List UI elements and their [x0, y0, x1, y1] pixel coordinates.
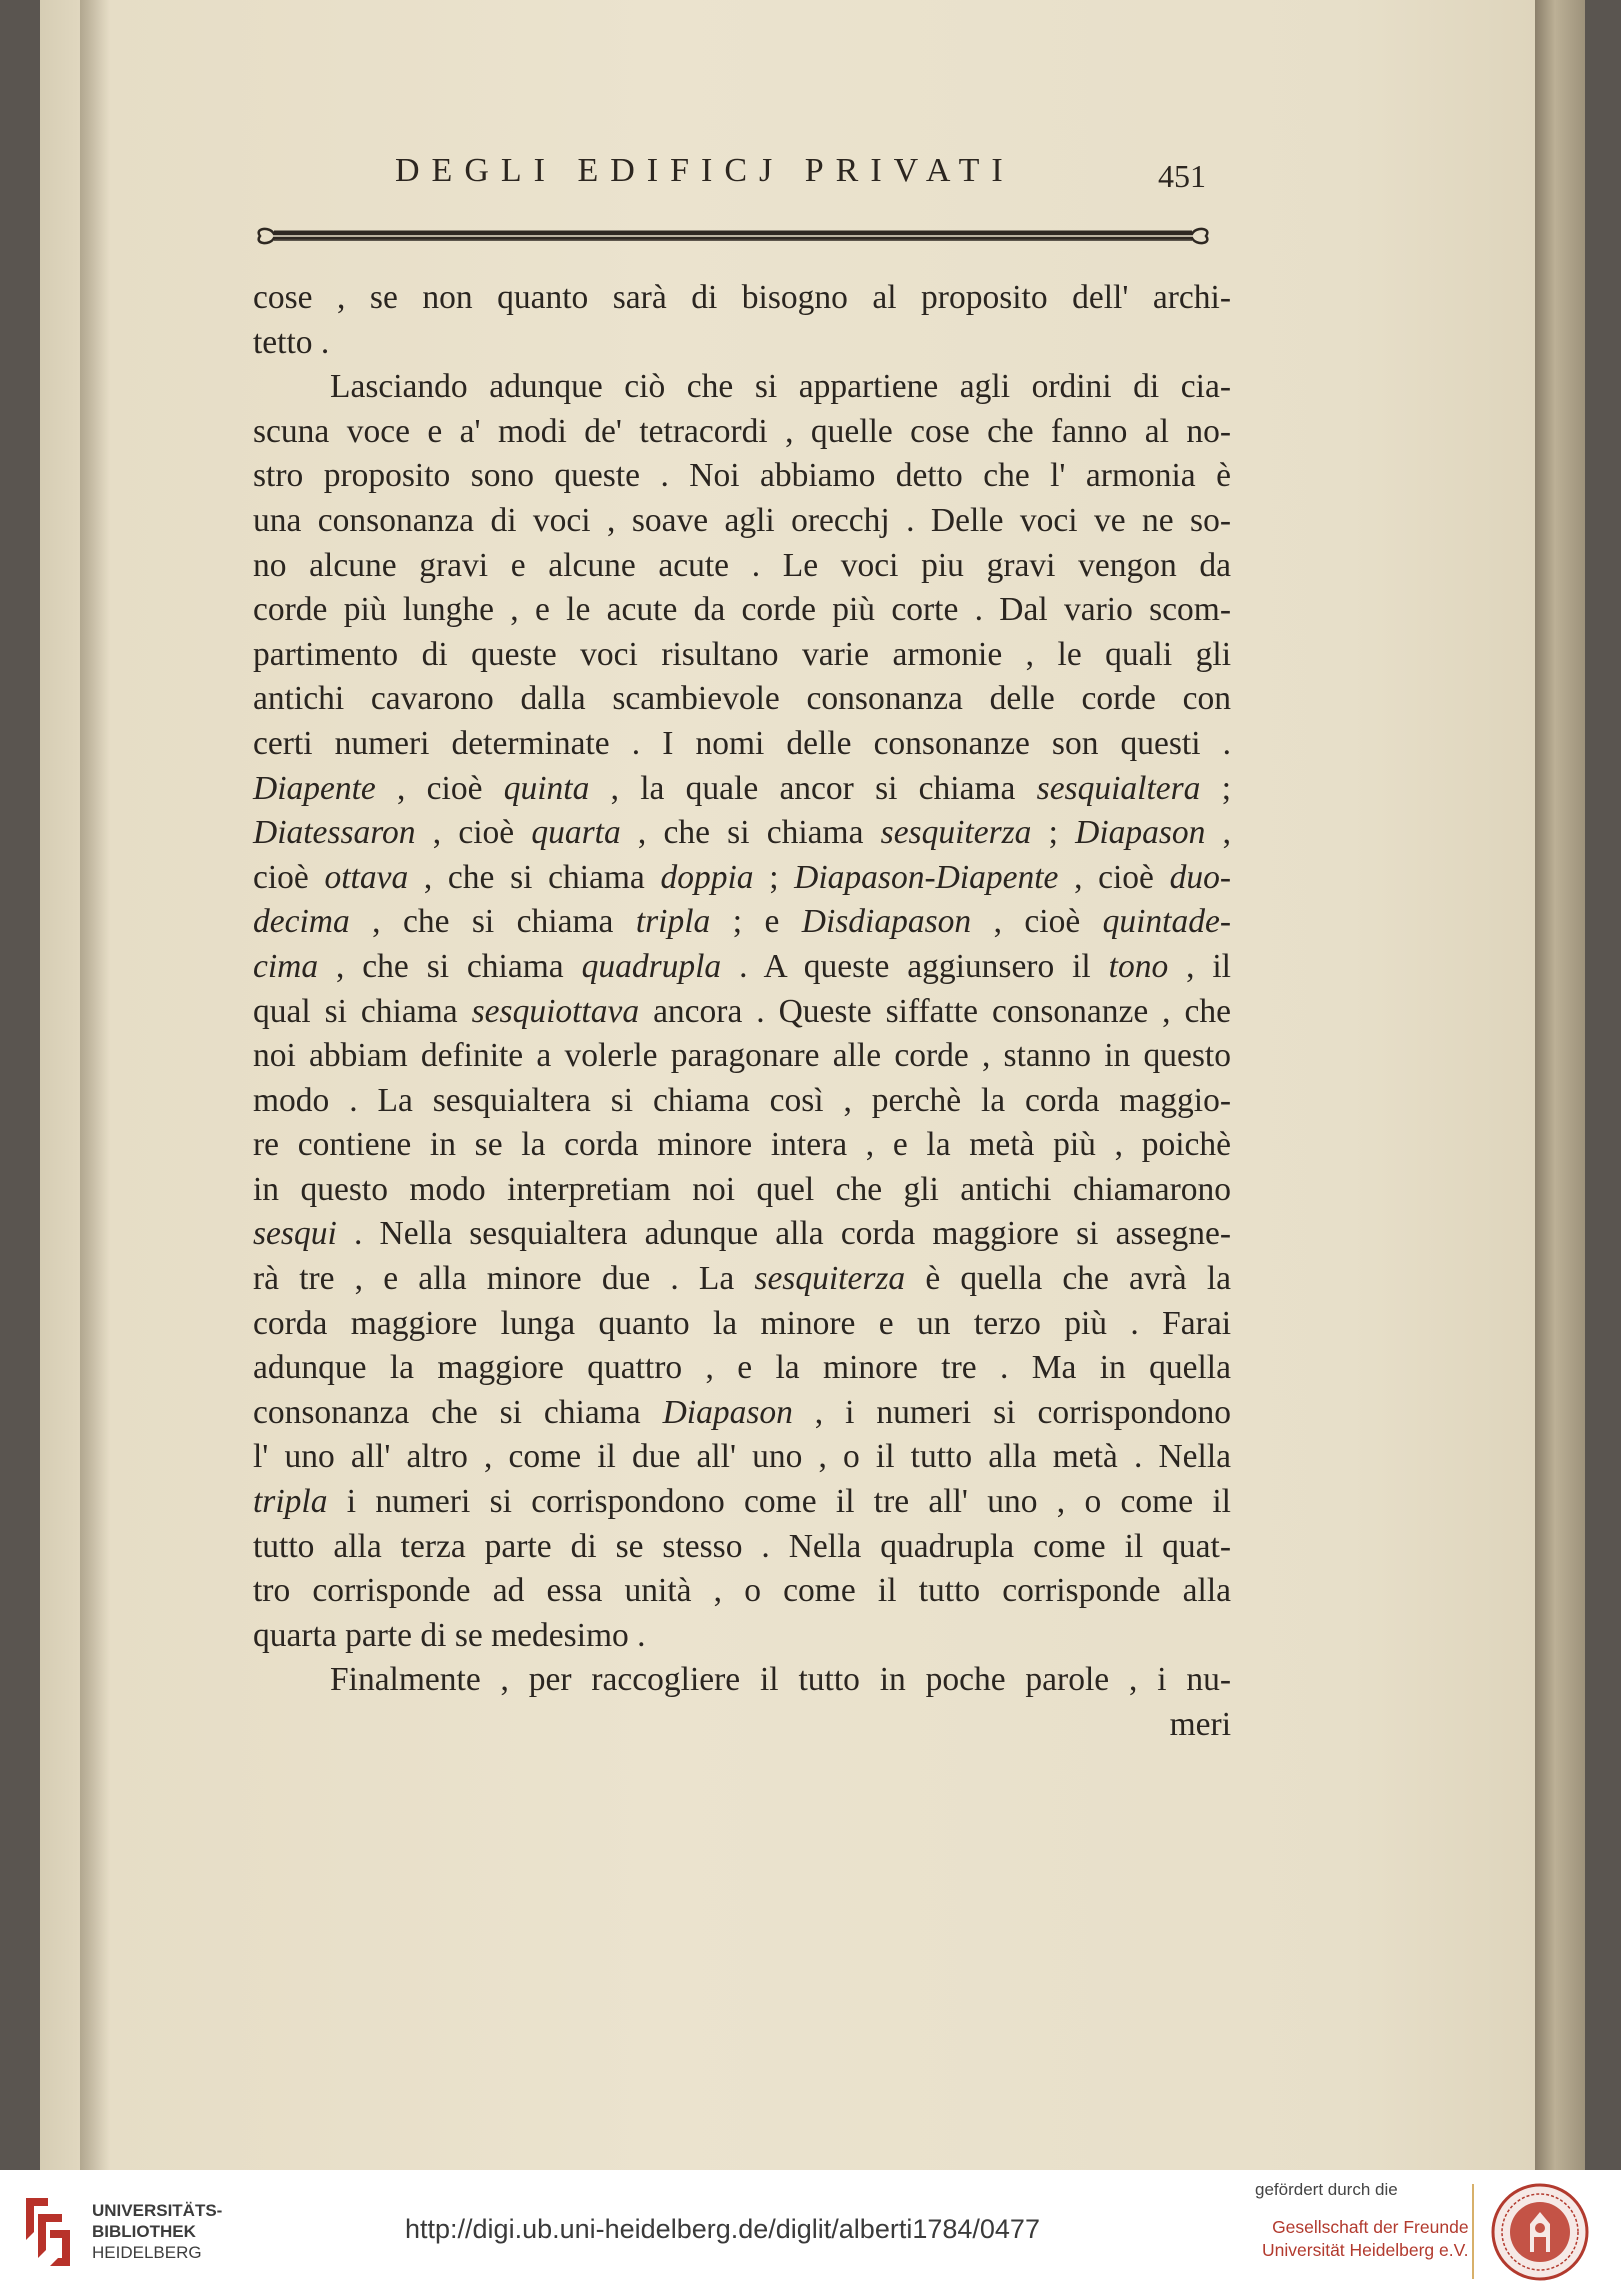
text-line — [253, 1391, 1231, 1436]
text-line — [253, 1212, 1231, 1257]
text-segment: sesquiterza — [880, 814, 1032, 852]
text-segment: tripla — [253, 1483, 328, 1521]
text-line: l' uno all' altro , come il due all' uno , o il tutto alla metà . Nella — [253, 1438, 1231, 1476]
text-segment: quinta — [503, 769, 590, 807]
text-segment: ; e — [710, 903, 802, 941]
text-segment: Diapente — [253, 769, 376, 807]
text-segment: , cioè — [971, 903, 1103, 941]
text-segment: , cioè — [1058, 858, 1170, 896]
text-segment: ; — [1200, 769, 1231, 807]
library-name-line2: BIBLIOTHEK — [92, 2222, 196, 2241]
text-segment: Diapason — [1075, 814, 1206, 852]
text-segment: Disdiapason — [801, 903, 972, 941]
text-line — [253, 945, 1231, 990]
text-line: in questo modo interpretiam noi quel che gli antichi chiamarono — [253, 1170, 1231, 1208]
text-segment: , il — [1168, 947, 1231, 985]
text-line — [253, 811, 1231, 856]
text-line: tro corrisponde ad essa unità , o come il tutto corrisponde alla — [253, 1572, 1231, 1610]
page-number: 451 — [1158, 158, 1206, 194]
text-line: certi numeri determinate . I nomi delle consonanze son questi . — [253, 724, 1231, 762]
text-line: Lasciando adunque ciò che si appartiene agli ordini di cia- — [330, 368, 1231, 406]
text-line — [253, 856, 1231, 901]
text-segment: quadrupla — [581, 947, 722, 985]
text-segment: , i numeri si corrispondono — [792, 1393, 1231, 1431]
sponsor-name-line1: Gesellschaft der Freunde — [1272, 2217, 1469, 2237]
ornament-rule — [252, 222, 1214, 250]
gutter-shadow — [80, 0, 110, 2170]
text-segment: sesquiottava — [471, 992, 640, 1030]
library-name-line1: UNIVERSITÄTS- — [92, 2201, 223, 2220]
text-line: una consonanza di voci , soave agli orecchj . Delle voci ve ne so- — [253, 501, 1231, 539]
text-segment: Diapason-Diapente — [794, 858, 1059, 896]
text-line: cose , se non quanto sarà di bisogno al proposito dell' archi- — [253, 279, 1231, 316]
book-page — [40, 0, 1585, 2170]
text-segment: doppia — [660, 858, 754, 896]
sponsor-label: gefördert durch die — [1255, 2180, 1398, 2199]
text-segment: consonanza che si chiama — [253, 1393, 663, 1431]
text-segment: , la quale ancor si chiama — [589, 769, 1037, 807]
text-segment: ottava — [324, 858, 409, 896]
text-line — [253, 1257, 1231, 1302]
text-segment: decima — [253, 903, 350, 941]
text-line: corde più lunghe , e le acute da corde più corte . Dal vario scom- — [253, 591, 1231, 629]
text-line: re contiene in se la corda minore intera , e la metà più , poichè — [253, 1126, 1231, 1164]
text-line — [253, 767, 1231, 812]
text-segment: sesquialtera — [1036, 769, 1201, 807]
text-line: partimento di queste voci risultano varie armonie , le quali gli — [253, 635, 1231, 673]
text-line — [253, 1480, 1231, 1525]
text-segment: , cioè — [415, 814, 532, 852]
text-segment: . Nella sesquialtera adunque alla corda maggiore si assegne- — [336, 1215, 1231, 1253]
sponsor-name — [1262, 2216, 1469, 2262]
text-segment: Diatessaron — [253, 814, 416, 852]
library-name-line3: HEIDELBERG — [92, 2243, 202, 2262]
footer-bar — [0, 2170, 1621, 2291]
text-line: Finalmente , per raccogliere il tutto in poche parole , i nu- — [330, 1661, 1231, 1699]
text-segment: Diapason — [662, 1393, 793, 1431]
page-edge — [1535, 0, 1585, 2170]
text-line: meri — [1169, 1706, 1231, 1743]
text-segment: , — [1205, 814, 1232, 852]
text-line: tutto alla terza parte di se stesso . Nella quadrupla come il quat- — [253, 1527, 1231, 1565]
text-line: quarta parte di se medesimo . — [253, 1616, 646, 1654]
text-line: noi abbiam definite a volerle paragonare alle corde , stanno in questo — [253, 1037, 1231, 1075]
text-line: adunque la maggiore quattro , e la minore tre . Ma in quella — [253, 1349, 1231, 1387]
text-segment: è quella che avrà la — [905, 1260, 1232, 1298]
text-segment: sesqui — [253, 1215, 337, 1253]
text-segment: tripla — [635, 903, 711, 941]
text-line: no alcune gravi e alcune acute . Le voci piu gravi vengon da — [253, 546, 1231, 584]
text-line — [253, 900, 1231, 945]
university-seal-icon — [1490, 2182, 1590, 2282]
permalink-url[interactable]: http://digi.ub.uni-heidelberg.de/diglit/alberti1784/0477 — [405, 2214, 1040, 2244]
text-segment: . A queste aggiunsero il — [721, 947, 1109, 985]
text-segment: , cioè — [375, 769, 504, 807]
text-segment: tono — [1108, 947, 1169, 985]
text-segment: ancora . Queste siffatte consonanze , che — [639, 992, 1231, 1030]
footer-divider — [1472, 2184, 1474, 2279]
text-segment: cioè — [253, 858, 325, 896]
text-line: scuna voce e a' modi de' tetracordi , quelle cose che fanno al no- — [253, 412, 1231, 450]
library-logo-icon — [18, 2192, 74, 2272]
text-segment: , che si chiama — [620, 814, 881, 852]
text-line: antichi cavarono dalla scambievole consonanza delle corde con — [253, 680, 1231, 718]
text-segment: , che si chiama — [408, 858, 661, 896]
text-line: modo . La sesquialtera si chiama così , perchè la corda maggio- — [253, 1081, 1231, 1119]
text-segment: rà tre , e alla minore due . La — [253, 1260, 755, 1298]
text-segment: cima — [253, 947, 319, 985]
text-segment: ; — [753, 858, 795, 896]
text-line: tetto . — [253, 323, 330, 361]
text-segment: i numeri si corrispondono come il tre all' uno , o come il — [327, 1483, 1231, 1521]
text-segment: , che si chiama — [349, 903, 636, 941]
text-line: corda maggiore lunga quanto la minore e un terzo più . Farai — [253, 1304, 1231, 1342]
text-segment: sesquiterza — [754, 1260, 906, 1298]
text-segment: qual si chiama — [253, 992, 472, 1030]
text-segment: ; — [1031, 814, 1076, 852]
library-name — [92, 2200, 222, 2263]
text-line — [253, 990, 1231, 1035]
text-segment: quarta — [531, 814, 621, 852]
text-segment: quintade- — [1102, 903, 1231, 941]
text-line: stro proposito sono queste . Noi abbiamo detto che l' armonia è — [253, 457, 1231, 495]
sponsor-name-line2: Universität Heidelberg e.V. — [1262, 2240, 1469, 2260]
running-head: DEGLI EDIFICJ PRIVATI — [395, 152, 1015, 189]
body-text — [253, 276, 1231, 1748]
text-segment: , che si chiama — [318, 947, 582, 985]
text-segment: duo- — [1169, 858, 1231, 896]
